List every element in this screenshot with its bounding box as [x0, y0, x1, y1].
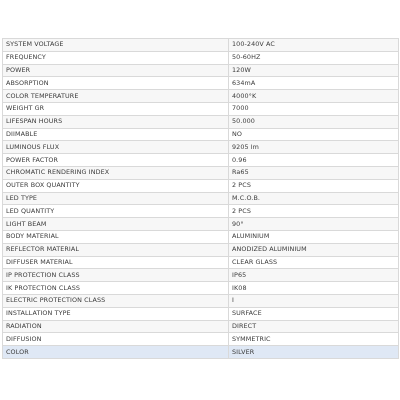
- spec-row: [3, 141, 399, 154]
- spec-value: IK08: [229, 282, 399, 295]
- spec-row: [3, 294, 399, 307]
- spec-row: [3, 333, 399, 346]
- spec-row: [3, 307, 399, 320]
- spec-table: [2, 38, 399, 359]
- spec-row: [3, 256, 399, 269]
- spec-label: POWER: [3, 64, 229, 77]
- spec-value: DIRECT: [229, 320, 399, 333]
- spec-label: COLOR: [3, 346, 229, 359]
- spec-value: SILVER: [229, 346, 399, 359]
- spec-label: LIGHT BEAM: [3, 218, 229, 231]
- spec-value: 2 PCS: [229, 205, 399, 218]
- spec-label: ABSORPTION: [3, 77, 229, 90]
- spec-label: POWER FACTOR: [3, 154, 229, 167]
- spec-label: LED QUANTITY: [3, 205, 229, 218]
- spec-row: [3, 320, 399, 333]
- spec-value: 50.000: [229, 115, 399, 128]
- spec-row: [3, 218, 399, 231]
- spec-label: COLOR TEMPERATURE: [3, 90, 229, 103]
- spec-value: M.C.O.B.: [229, 192, 399, 205]
- spec-label: DIIMABLE: [3, 128, 229, 141]
- spec-label: IP PROTECTION CLASS: [3, 269, 229, 282]
- spec-value: 90°: [229, 218, 399, 231]
- spec-row: [3, 243, 399, 256]
- spec-label: CHROMATIC RENDERING INDEX: [3, 166, 229, 179]
- spec-label: INSTALLATION TYPE: [3, 307, 229, 320]
- spec-row: [3, 77, 399, 90]
- spec-table-body: [3, 39, 399, 359]
- spec-value: NO: [229, 128, 399, 141]
- spec-row: [3, 51, 399, 64]
- spec-row: [3, 166, 399, 179]
- spec-row: [3, 346, 399, 359]
- spec-label: REFLECTOR MATERIAL: [3, 243, 229, 256]
- spec-row: [3, 90, 399, 103]
- spec-value: 634mA: [229, 77, 399, 90]
- spec-value: 100-240V AC: [229, 39, 399, 52]
- spec-value: SYMMETRIC: [229, 333, 399, 346]
- spec-value: I: [229, 294, 399, 307]
- spec-row: [3, 115, 399, 128]
- spec-label: OUTER BOX QUANTITY: [3, 179, 229, 192]
- spec-row: [3, 64, 399, 77]
- spec-label: WEIGHT GR: [3, 102, 229, 115]
- spec-row: [3, 39, 399, 52]
- spec-value: 4000°K: [229, 90, 399, 103]
- spec-label: BODY MATERIAL: [3, 230, 229, 243]
- spec-value: IP65: [229, 269, 399, 282]
- spec-value: 120W: [229, 64, 399, 77]
- spec-row: [3, 269, 399, 282]
- spec-value: 7000: [229, 102, 399, 115]
- spec-label: LIFESPAN HOURS: [3, 115, 229, 128]
- spec-value: CLEAR GLASS: [229, 256, 399, 269]
- spec-row: [3, 154, 399, 167]
- spec-row: [3, 230, 399, 243]
- spec-table-container: [2, 38, 398, 359]
- spec-row: [3, 192, 399, 205]
- spec-row: [3, 282, 399, 295]
- spec-row: [3, 179, 399, 192]
- spec-label: DIFFUSER MATERIAL: [3, 256, 229, 269]
- spec-value: ALUMINIUM: [229, 230, 399, 243]
- spec-label: IK PROTECTION CLASS: [3, 282, 229, 295]
- spec-label: ELECTRIC PROTECTION CLASS: [3, 294, 229, 307]
- spec-value: SURFACE: [229, 307, 399, 320]
- spec-label: DIFFUSION: [3, 333, 229, 346]
- spec-row: [3, 128, 399, 141]
- spec-row: [3, 102, 399, 115]
- spec-value: 2 PCS: [229, 179, 399, 192]
- spec-value: ANODIZED ALUMINIUM: [229, 243, 399, 256]
- spec-value: 9205 lm: [229, 141, 399, 154]
- spec-label: LED TYPE: [3, 192, 229, 205]
- spec-label: RADIATION: [3, 320, 229, 333]
- spec-value: 50-60HZ: [229, 51, 399, 64]
- spec-value: 0.96: [229, 154, 399, 167]
- spec-label: FREQUENCY: [3, 51, 229, 64]
- spec-row: [3, 205, 399, 218]
- spec-label: LUMINOUS FLUX: [3, 141, 229, 154]
- spec-label: SYSTEM VOLTAGE: [3, 39, 229, 52]
- spec-value: Ra65: [229, 166, 399, 179]
